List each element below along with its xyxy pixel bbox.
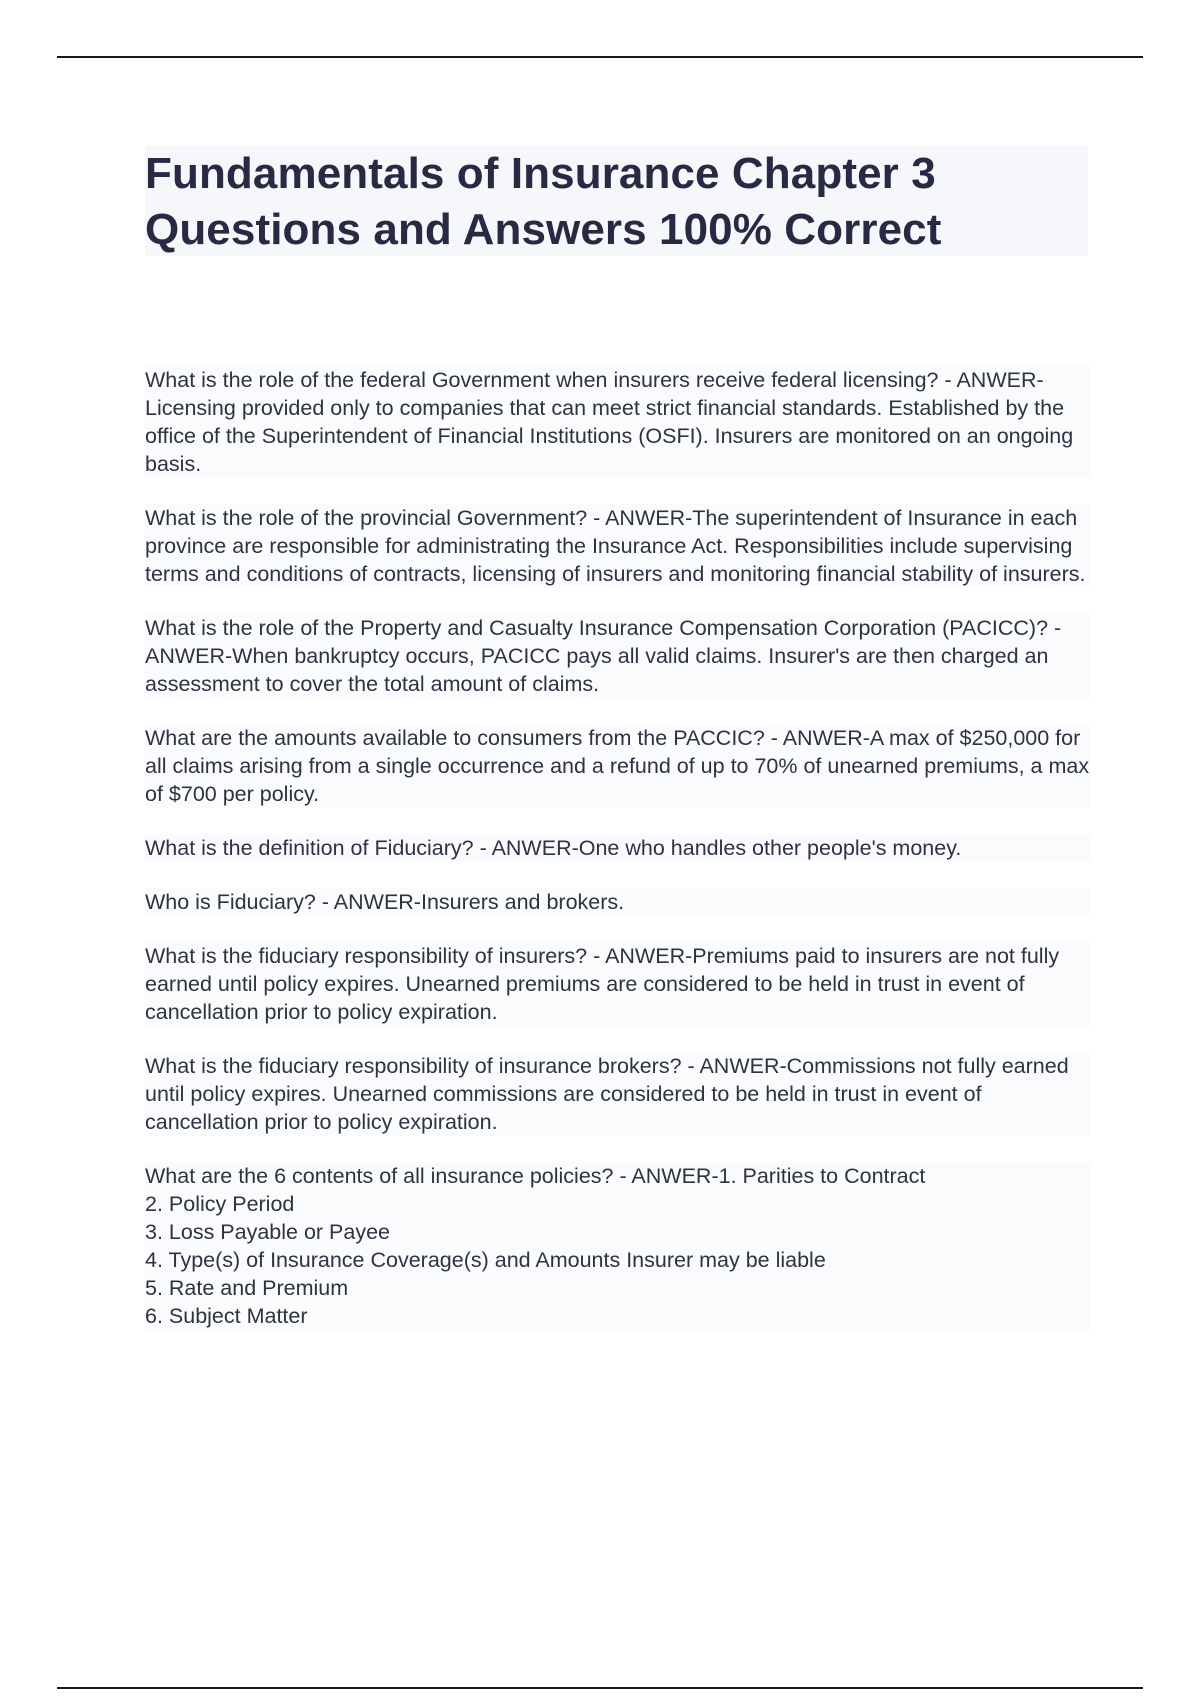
answer-line: 6. Subject Matter (145, 1304, 308, 1328)
question-text: What is the role of the provincial Government? - (145, 506, 605, 530)
question-text: What is the role of the Property and Casualty Insurance Compensation Corporation (PACICC)? - (145, 616, 1061, 640)
qa-item (145, 504, 1090, 588)
question-text: What is the definition of Fiduciary? - (145, 836, 492, 860)
qa-item (145, 724, 1090, 808)
answer-line: 2. Policy Period (145, 1192, 295, 1216)
question-text: What are the amounts available to consumers from the PACCIC? - (145, 726, 783, 750)
answer-text: ANWER-One who handles other people's money. (491, 836, 962, 860)
answer-text: ANWER-Insurers and brokers. (333, 890, 625, 914)
qa-item (145, 614, 1090, 698)
answer-line: 5. Rate and Premium (145, 1276, 349, 1300)
question-text: What is the fiduciary responsibility of insurers? - (145, 944, 605, 968)
answer-text: ANWER-A max of $250,000 for all claims arising from a single occurrence and a refund of up to 70% of unearned premiums, a max of $700 per policy. (145, 726, 1090, 806)
top-rule (57, 56, 1143, 58)
answer-text: ANWER-Commissions not fully earned until policy expires. Unearned commissions are considered to be held in trust in event of cancellation prior to policy expiration. (145, 1054, 1069, 1134)
question-text: What is the role of the federal Government when insurers receive federal licensing? - (145, 368, 956, 392)
answer-line: ANWER-1. Parities to Contract (631, 1164, 926, 1188)
qa-item (145, 1052, 1090, 1136)
answer-text: ANWER-When bankruptcy occurs, PACICC pays all valid claims. Insurer's are then charged an assessment to cover the total amount of claims. (145, 644, 1049, 696)
document-title: Fundamentals of Insurance Chapter 3 Questions and Answers 100% Correct (145, 149, 942, 254)
qa-item (145, 942, 1090, 1026)
answer-line: 3. Loss Payable or Payee (145, 1220, 391, 1244)
document-body (145, 366, 1090, 1356)
answer-text: ANWER-Licensing provided only to companies that can meet strict financial standards. Established by the office of the Superintendent of Financial Institutions (OSFI). Insurers are monitored on an ongoing basis. (145, 368, 1074, 476)
qa-item (145, 834, 1090, 862)
answer-text: ANWER-Premiums paid to insurers are not fully earned until policy expires. Unearned premiums are considered to be held in trust in event of cancellation prior to policy expiration. (145, 944, 1060, 1024)
qa-item (145, 888, 1090, 916)
question-text: What is the fiduciary responsibility of insurance brokers? - (145, 1054, 699, 1078)
title-block (145, 146, 1088, 256)
bottom-rule (57, 1687, 1143, 1689)
answer-line: 4. Type(s) of Insurance Coverage(s) and Amounts Insurer may be liable (145, 1248, 826, 1272)
answer-text: ANWER-The superintendent of Insurance in each province are responsible for administrating the Insurance Act. Responsibilities include supervising terms and conditions of contracts, licensing of insurers and monitoring financial stability of insurers. (145, 506, 1086, 586)
question-text: Who is Fiduciary? - (145, 890, 334, 914)
qa-item (145, 366, 1090, 478)
qa-item-list (145, 1162, 1090, 1330)
question-text: What are the 6 contents of all insurance policies? - (145, 1164, 631, 1188)
